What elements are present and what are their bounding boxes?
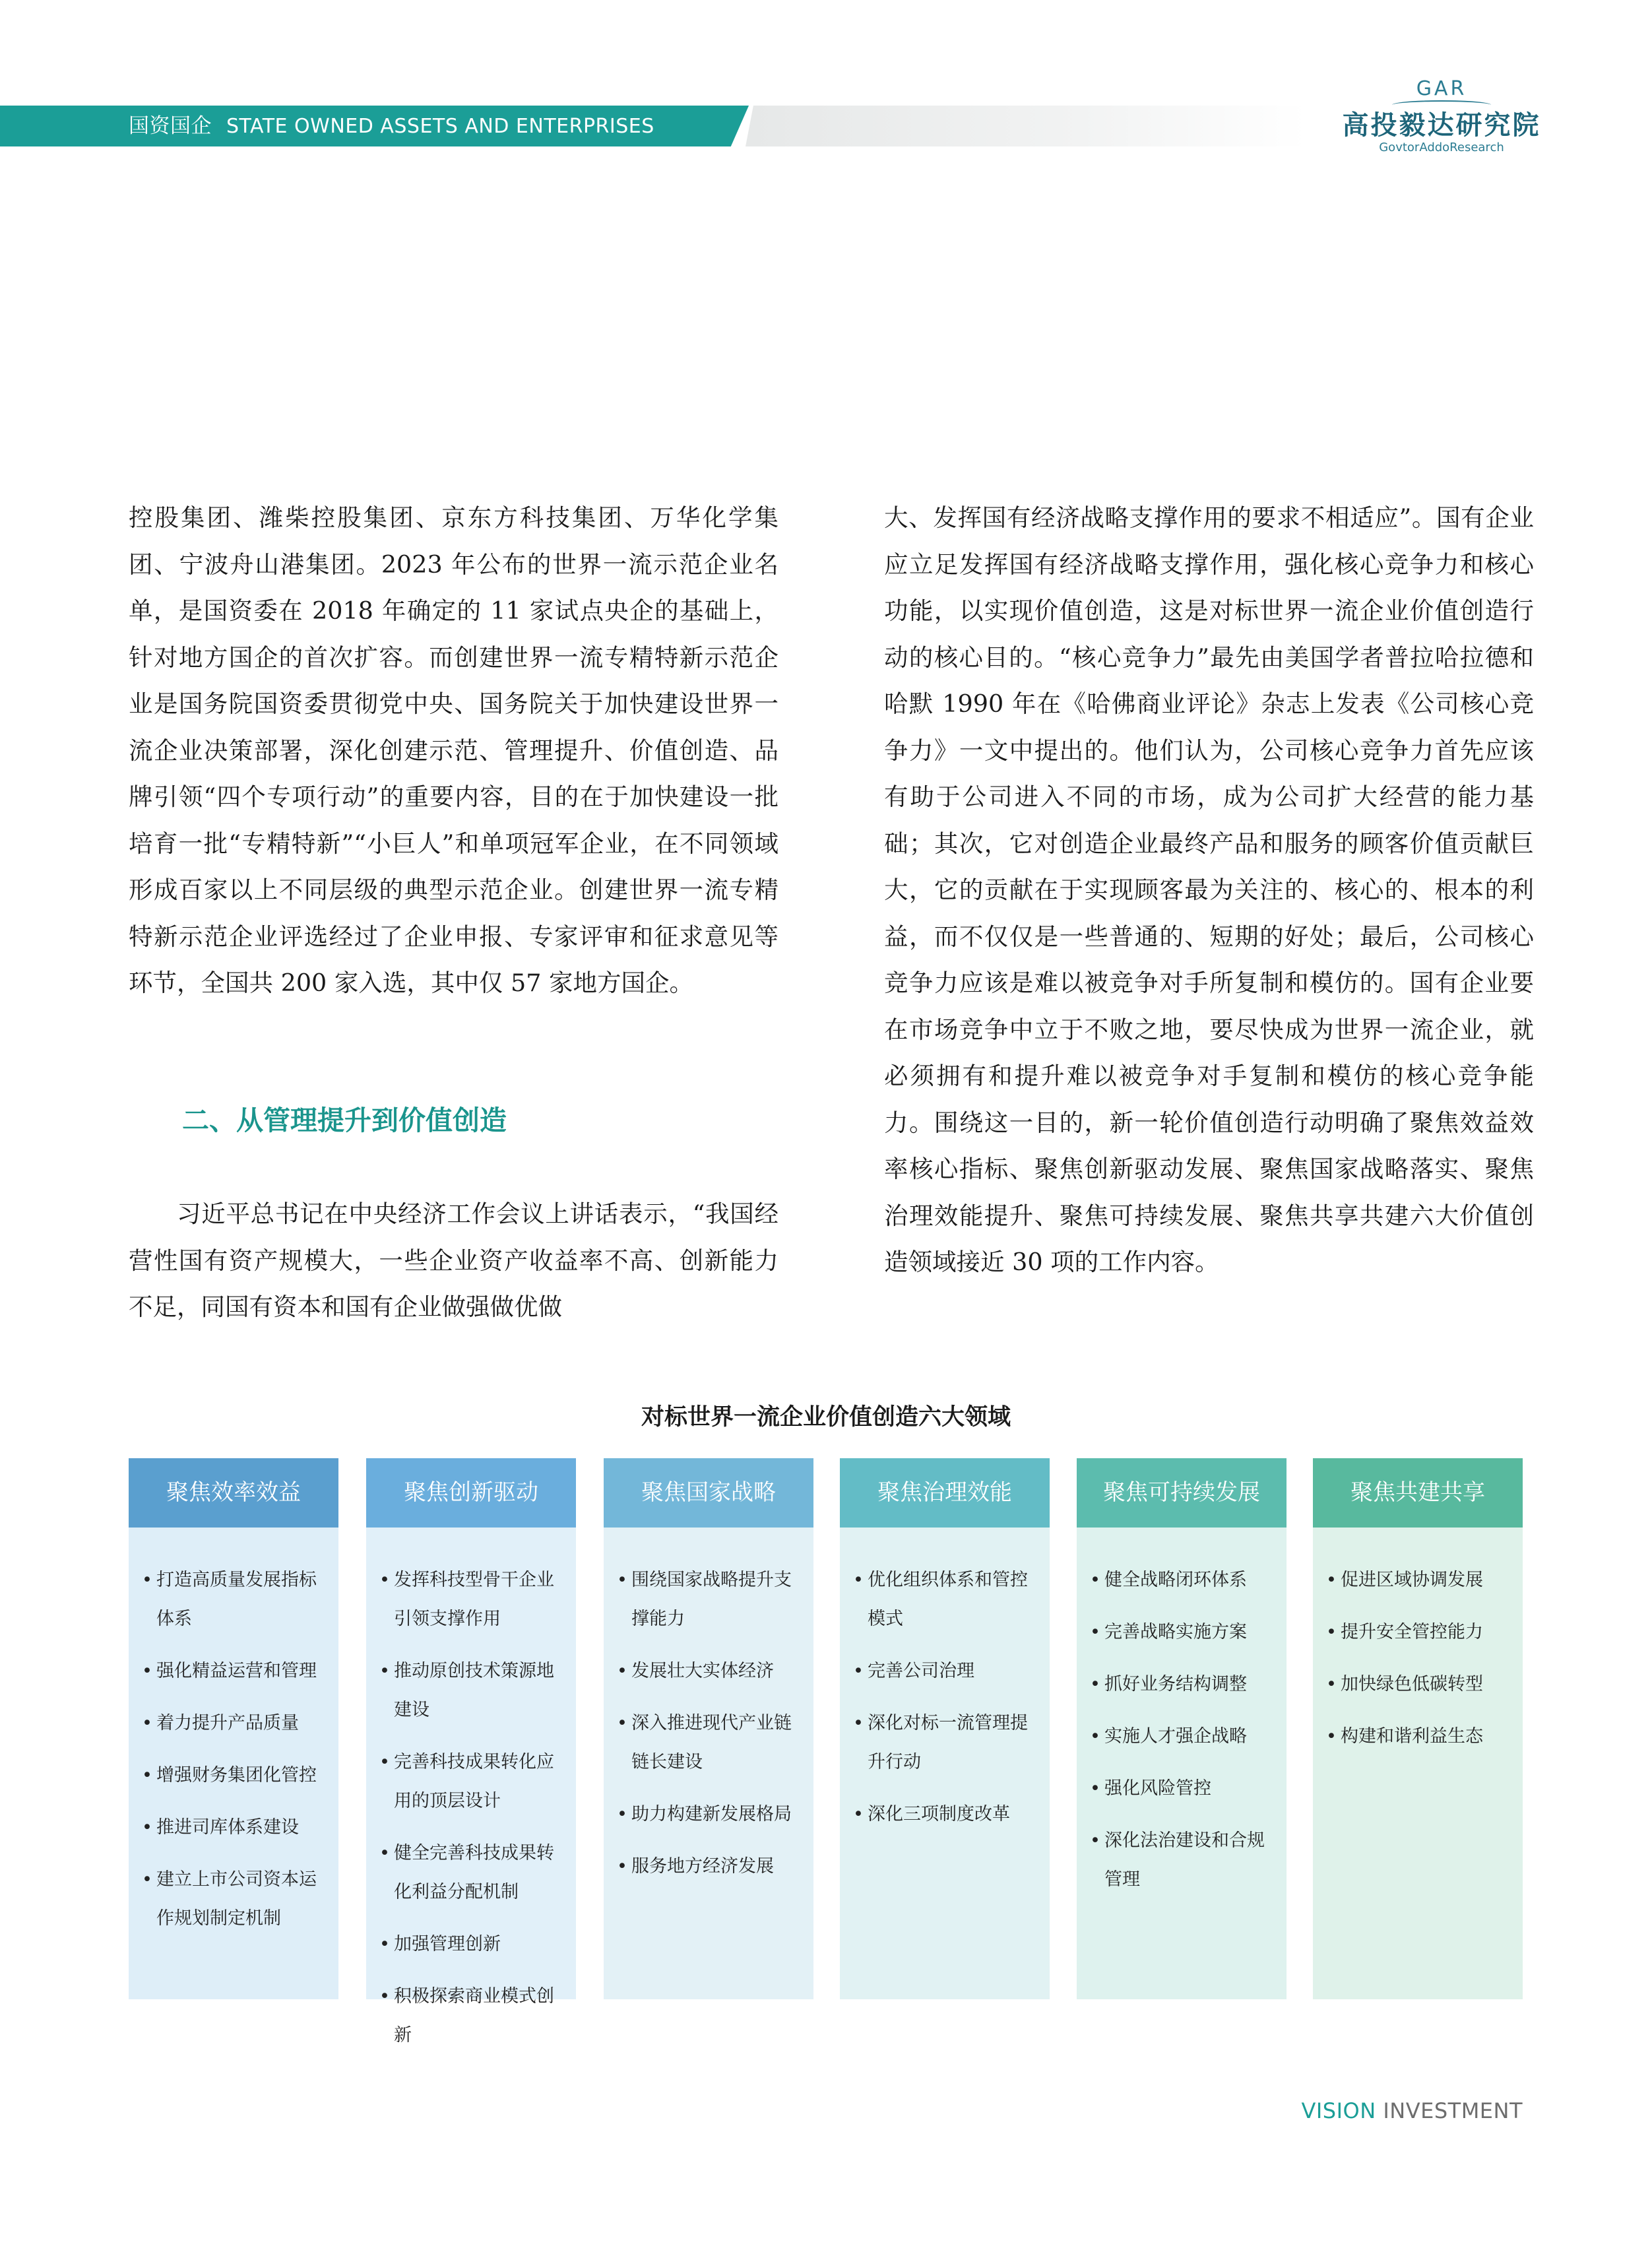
area-title: 聚焦可持续发展 [1077, 1458, 1287, 1528]
logo-name-en: GovtorAddoResearch [1379, 141, 1504, 154]
area-title: 聚焦创新驱动 [366, 1458, 576, 1528]
area-items [840, 1528, 1050, 1999]
area-box [1077, 1458, 1287, 1999]
section-label-en: STATE OWNED ASSETS AND ENTERPRISES [226, 115, 654, 138]
area-item: • 围绕国家战略提升支撑能力 [617, 1560, 800, 1638]
left-column [129, 495, 778, 1007]
area-item: • 促进区域协调发展 [1326, 1560, 1509, 1599]
area-item: • 发挥科技型骨干企业引领支撑作用 [379, 1560, 563, 1638]
area-item: • 强化风险管控 [1090, 1769, 1273, 1808]
area-item: • 构建和谐利益生态 [1326, 1717, 1509, 1756]
area-item: • 优化组织体系和管控模式 [853, 1560, 1036, 1638]
right-column [884, 495, 1534, 1286]
area-item: • 加强管理创新 [379, 1925, 563, 1964]
area-item: • 发展壮大实体经济 [617, 1652, 800, 1690]
area-items [129, 1528, 338, 1999]
area-item: • 着力提升产品质量 [142, 1704, 325, 1743]
area-item: • 抓好业务结构调整 [1090, 1665, 1273, 1704]
area-item: • 服务地方经济发展 [617, 1847, 800, 1886]
footer-vision: VISION [1301, 2098, 1376, 2123]
logo-name-cn: 高投毅达研究院 [1342, 110, 1541, 141]
area-item: • 实施人才强企战略 [1090, 1717, 1273, 1756]
area-item: • 提升安全管控能力 [1326, 1613, 1509, 1652]
area-item: • 加快绿色低碳转型 [1326, 1665, 1509, 1704]
area-items [604, 1528, 813, 1999]
section-label-cn: 国资国企 [129, 114, 212, 138]
diagram-title: 对标世界一流企业价值创造六大领域 [641, 1404, 1011, 1431]
gar-logo [1333, 78, 1550, 154]
area-items [366, 1528, 576, 2045]
area-box [604, 1458, 813, 1999]
area-item: • 深化法治建设和合规管理 [1090, 1821, 1273, 1899]
area-item: • 推进司库体系建设 [142, 1808, 325, 1847]
area-item: • 深入推进现代产业链链长建设 [617, 1704, 800, 1782]
area-box [1313, 1458, 1523, 1999]
right-paragraph: 大、发挥国有经济战略支撑作用的要求不相适应”。国有企业应立足发挥国有经济战略支撑作用，强化核心竞争力和核心功能，以实现价值创造，这是对标世界一流企业价值创造行动的核心目的。“核心竞争力”最先由美国学者普拉哈拉德和哈默 1990 年在《哈佛商业评论》杂志上发表《公司核心竞争力》一文中提出的。他们认为，公司核心竞争力首先应该有助于公司进入不同的市场，成为公司扩大经营的能力基础；其次，它对创造企业最终产品和服务的顾客价值贡献巨大，它的贡献在于实现顾客最为关注的、核心的、根本的利益，而不仅仅是一些普通的、短期的好处；最后，公司核心竞争力应该是难以被竞争对手所复制和模仿的。国有企业要在市场竞争中立于不败之地，要尽快成为世界一流企业，就必须拥有和提升难以被竞争对手复制和模仿的核心竞争能力。围绕这一目的，新一轮价值创造行动明确了聚焦效益效率核心指标、聚焦创新驱动发展、聚焦国家战略落实、聚焦治理效能提升、聚焦可持续发展、聚焦共享共建六大价值创造领域接近 30 项的工作内容。 [884, 503, 1534, 1276]
footer-investment: INVESTMENT [1383, 2098, 1523, 2123]
area-item: • 完善科技成果转化应用的顶层设计 [379, 1743, 563, 1820]
area-items [1313, 1528, 1523, 1999]
section-label [129, 106, 654, 146]
area-box [129, 1458, 338, 1999]
area-title: 聚焦国家战略 [604, 1458, 813, 1528]
area-title: 聚焦效率效益 [129, 1458, 338, 1528]
area-box [840, 1458, 1050, 1999]
logo-arc [1392, 100, 1491, 110]
left-paragraph-2: 习近平总书记在中央经济工作会议上讲话表示，“我国经营性国有资产规模大，一些企业资产收益率不高、创新能力不足，同国有资本和国有企业做强做优做 [129, 1200, 778, 1321]
area-item: • 强化精益运营和管理 [142, 1652, 325, 1690]
area-item: • 健全完善科技成果转化利益分配机制 [379, 1834, 563, 1912]
area-item: • 打造高质量发展指标体系 [142, 1560, 325, 1638]
area-title: 聚焦治理效能 [840, 1458, 1050, 1528]
area-item: • 完善公司治理 [853, 1652, 1036, 1690]
area-item: • 推动原创技术策源地建设 [379, 1652, 563, 1729]
left-paragraph-1: 控股集团、潍柴控股集团、京东方科技集团、万华化学集团、宁波舟山港集团。2023 年公布的世界一流示范企业名单，是国资委在 2018 年确定的 11 家试点央企的基础上，针对地方国企的首次扩容。而创建世界一流专精特新示范企业是国务院国资委贯彻党中央、国务院关于加快建设世界一流企业决策部署，深化创建示范、管理提升、价值创造、品牌引领“四个专项行动”的重要内容，目的在于加快建设一批培育一批“专精特新”“小巨人”和单项冠军企业，在不同领域形成百家以上不同层级的典型示范企业。创建世界一流专精特新示范企业评选经过了企业申报、专家评审和征求意见等环节，全国共 200 家入选，其中仅 57 家地方国企。 [129, 503, 778, 997]
left-column-lower [129, 1191, 778, 1331]
section-heading: 二、从管理提升到价值创造 [182, 1105, 507, 1136]
area-item: • 积极探索商业模式创新 [379, 1977, 563, 2055]
area-item: • 深化三项制度改革 [853, 1795, 1036, 1834]
logo-gar-text: GAR [1416, 77, 1467, 100]
area-items [1077, 1528, 1287, 1999]
area-item: • 建立上市公司资本运作规划制定机制 [142, 1860, 325, 1938]
area-item: • 健全战略闭环体系 [1090, 1560, 1273, 1599]
area-item: • 完善战略实施方案 [1090, 1613, 1273, 1652]
footer-brand [1301, 2098, 1523, 2123]
header-band-extension [746, 106, 1306, 146]
area-item: • 增强财务集团化管控 [142, 1756, 325, 1795]
area-title: 聚焦共建共享 [1313, 1458, 1523, 1528]
area-box [366, 1458, 576, 2045]
area-item: • 深化对标一流管理提升行动 [853, 1704, 1036, 1782]
area-item: • 助力构建新发展格局 [617, 1795, 800, 1834]
